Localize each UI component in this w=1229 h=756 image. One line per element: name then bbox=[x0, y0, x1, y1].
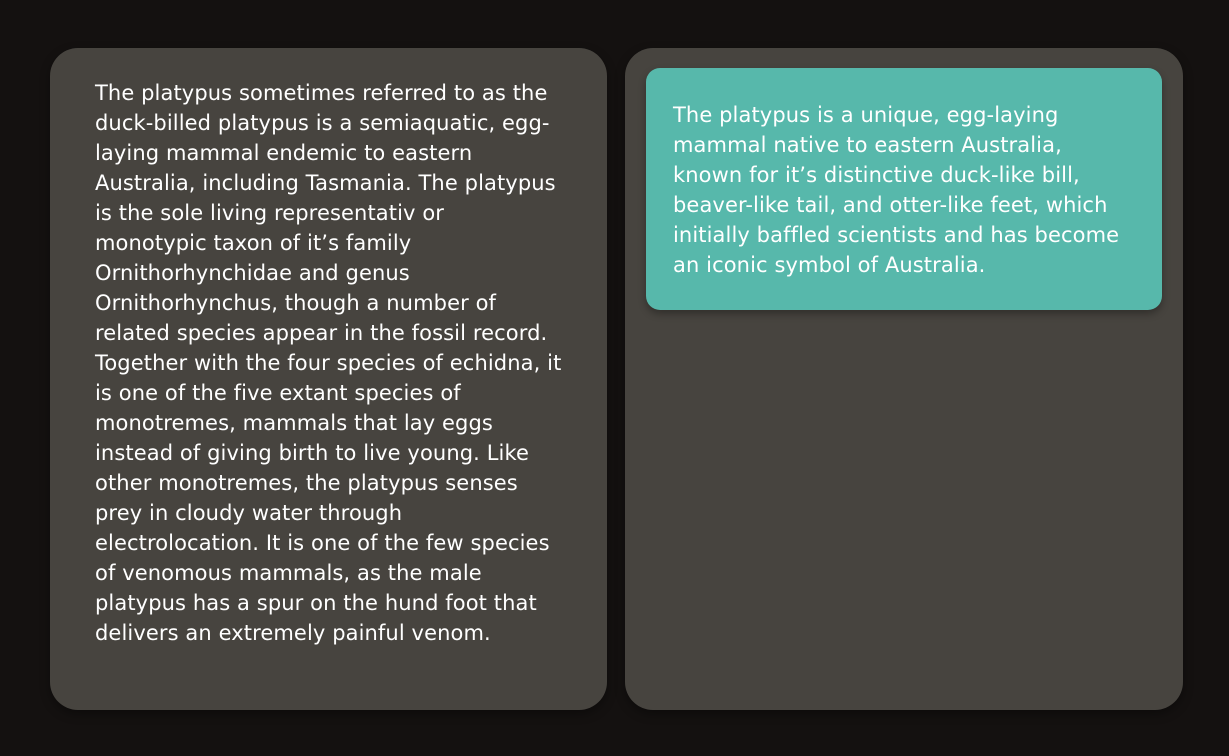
summary-text: The platypus is a unique, egg-laying mammal native to eastern Australia, known for it’s distinctive duck-like bill, beaver-like tail, and otter-like feet, which initially baffled scientists and has become an iconic symbol of Australia. bbox=[673, 103, 1120, 277]
source-text: The platypus sometimes referred to as the duck-billed platypus is a semiaquatic, egg-laying mammal endemic to eastern Australia, including Tasmania. The platypus is the sole living representativ or monotypic taxon of it’s family Ornithorhynchidae and genus Ornithorhynchus, though a number of related species appear in the fossil record. Together with the four species of echidna, it is one of the five extant species of monotremes, mammals that lay eggs instead of giving birth to live young. Like other monotremes, the platypus senses prey in cloudy water through electrolocation. It is one of the few species of venomous mammals, as the male platypus has a spur on the hund foot that delivers an extremely painful venom. bbox=[95, 81, 562, 645]
source-text-panel bbox=[50, 48, 607, 710]
summary-panel bbox=[625, 48, 1183, 710]
summary-card bbox=[646, 68, 1162, 310]
